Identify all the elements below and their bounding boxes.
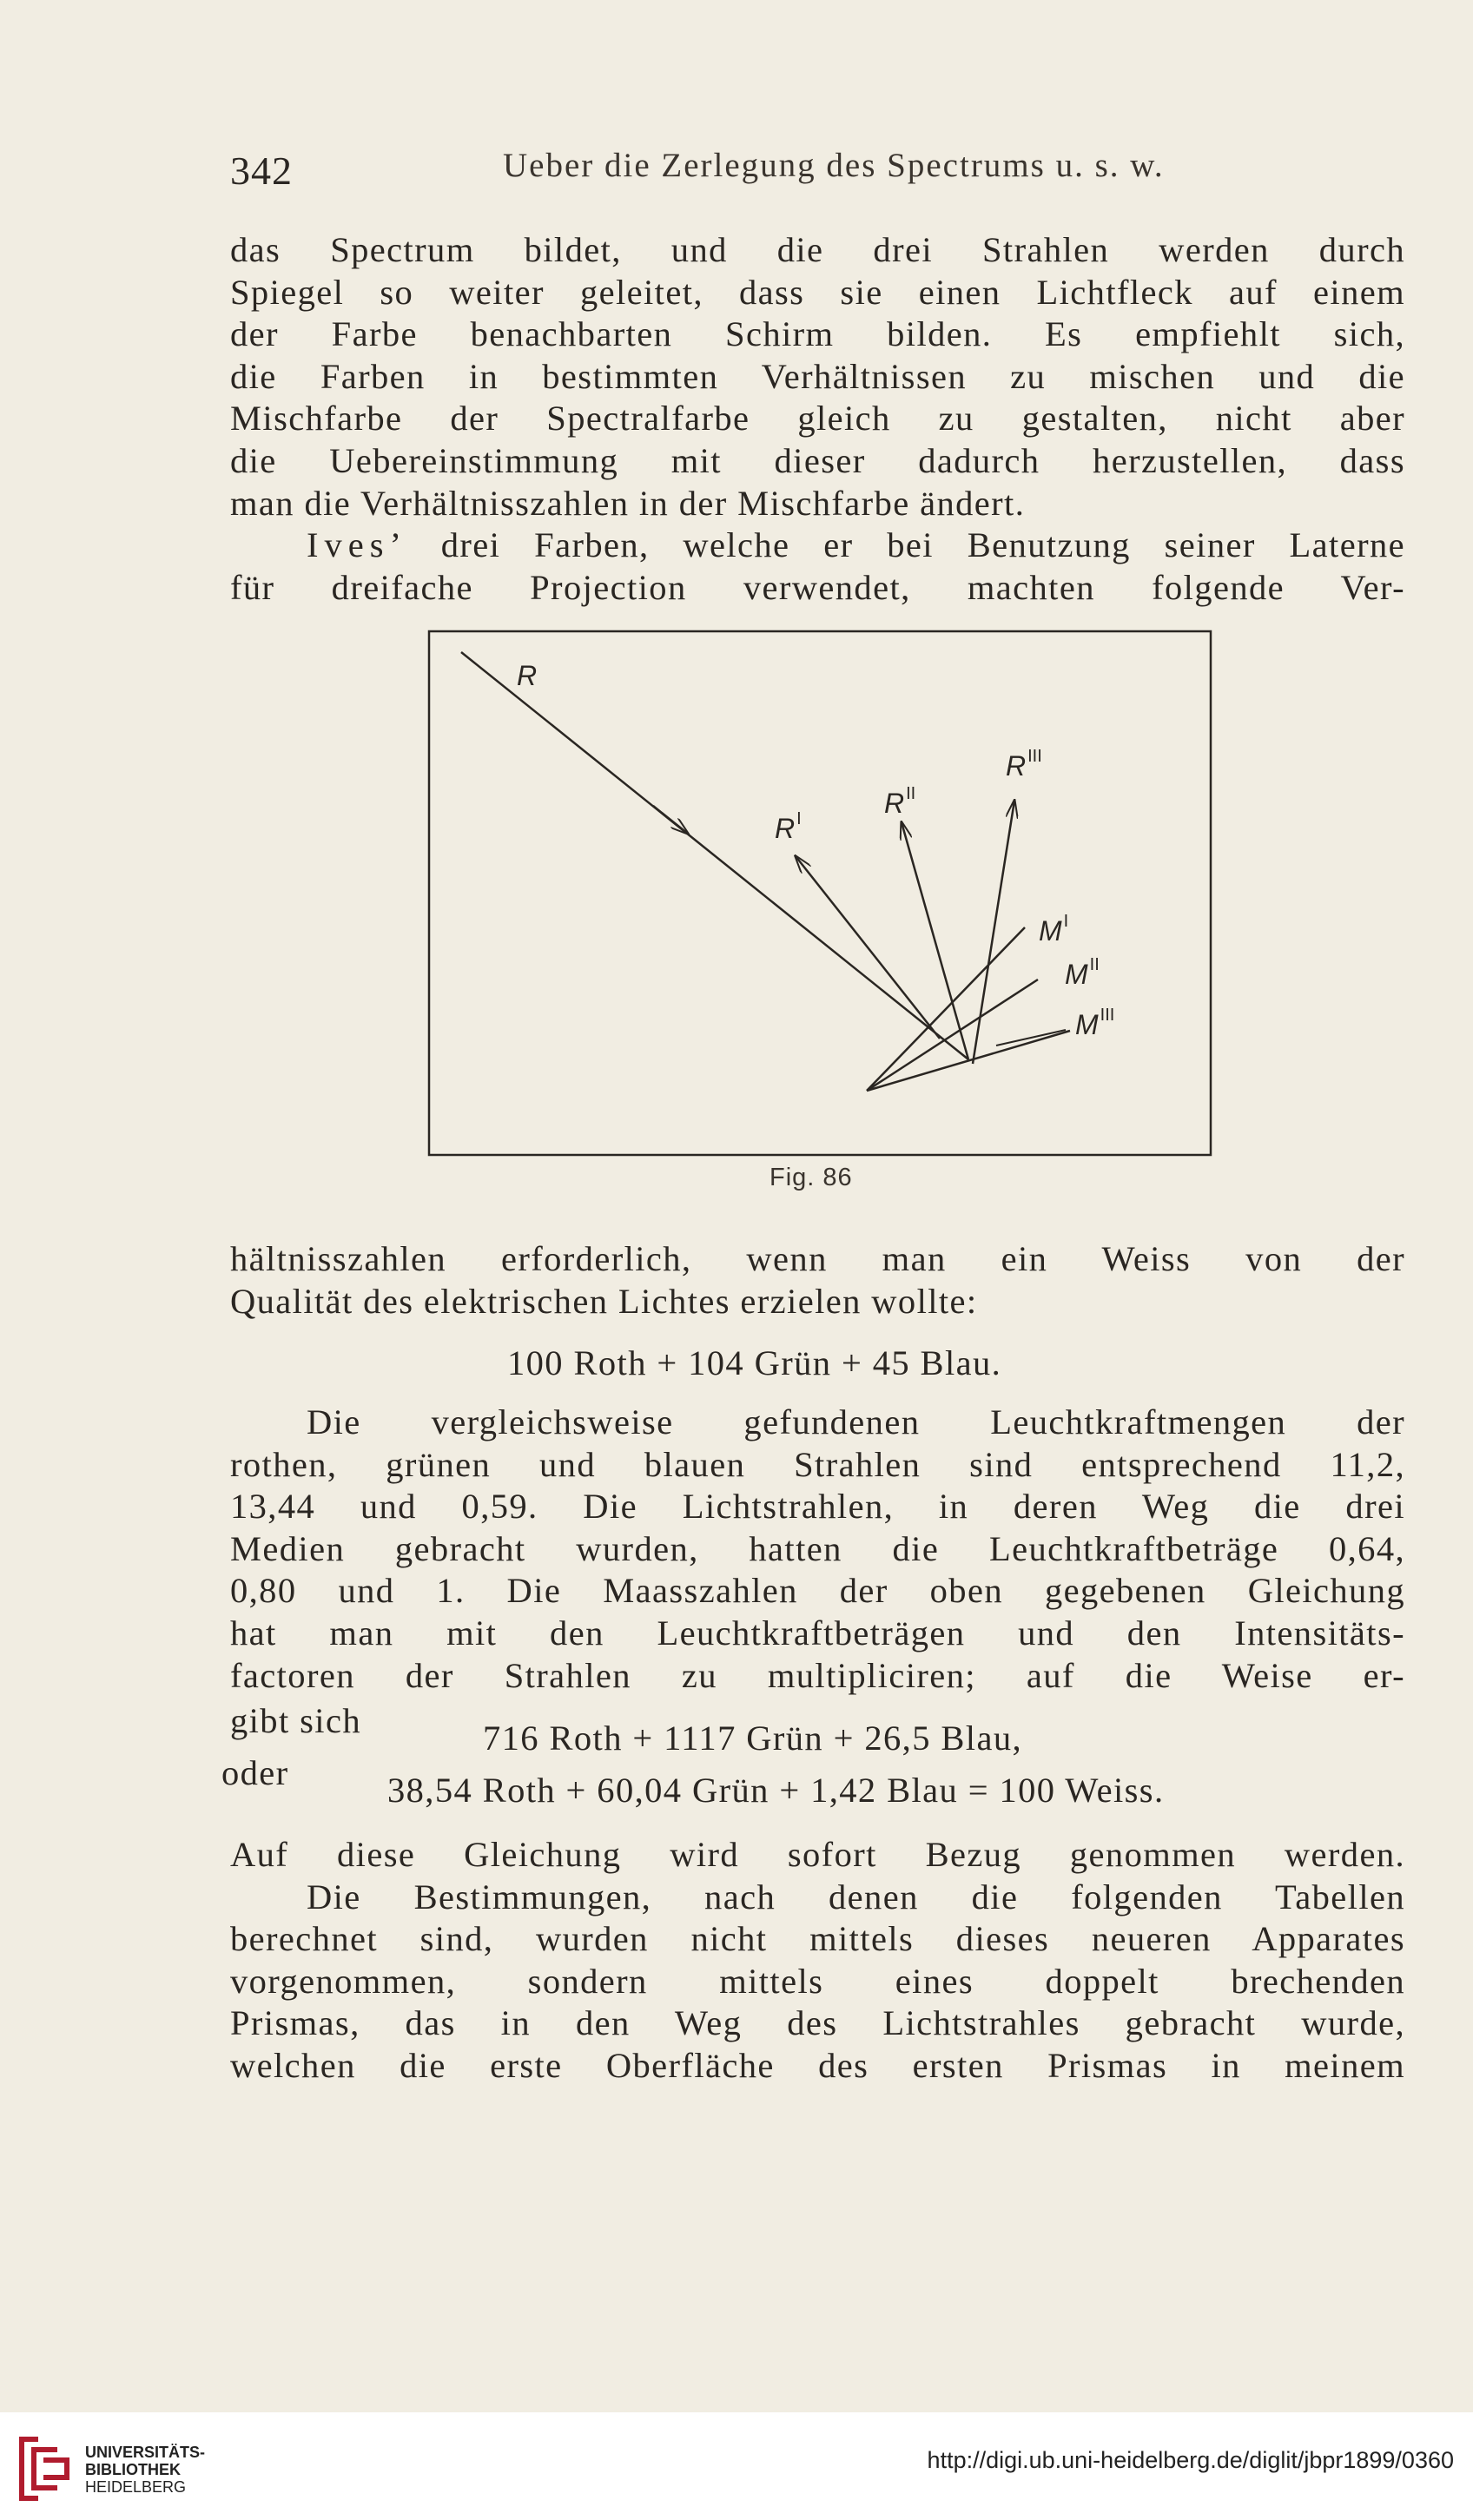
label-m2 (1065, 955, 1100, 991)
reflected-ray-r2 (902, 822, 968, 1059)
library-logo-text (85, 2444, 205, 2496)
text-line: rothen, grünen und blauen Strahlen sind entsprechend 11,2, (230, 1444, 1405, 1484)
text-line: Die Bestimmungen, nach denen die folgenden Tabellen (307, 1877, 1405, 1916)
text-line: Spiegel so weiter geleitet, dass sie einen Lichtfleck auf einem (230, 272, 1405, 312)
label-r1 (775, 809, 802, 845)
text-line: das Spectrum bildet, und die drei Strahlen werden durch (230, 230, 1405, 269)
label-r1-mark: I (796, 809, 802, 828)
text-line: Qualität des elektrischen Lichtes erzielen wollte: (230, 1281, 978, 1321)
equation-2: 716 Roth + 1117 Grün + 26,5 Blau, (483, 1718, 1022, 1758)
ray-diagram (427, 625, 1218, 1164)
library-footer (0, 2412, 1473, 2520)
text-line: der Farbe benachbarten Schirm bilden. Es empfiehlt sich, (230, 314, 1405, 354)
text-line: berechnet sind, wurden nicht mittels dieses neueren Apparates (230, 1919, 1405, 1959)
text-line: für dreifache Projection verwendet, machten folgende Ver- (230, 567, 1405, 607)
label-r3 (1006, 747, 1042, 782)
figure-frame (429, 631, 1211, 1155)
text-line: die Uebereinstimmung mit dieser dadurch herzustellen, dass (230, 440, 1405, 480)
label-m3-mark: III (1100, 1006, 1115, 1025)
text-line: die Farben in bestimmten Verhältnissen zu mischen und die (230, 356, 1405, 396)
text-line: 13,44 und 0,59. Die Lichtstrahlen, in deren Weg die drei (230, 1487, 1405, 1527)
text-gibt-sich: gibt sich (230, 1701, 361, 1740)
label-m1-letter: M (1039, 915, 1062, 947)
mirror-m1 (867, 927, 1025, 1091)
label-m1-mark: I (1063, 912, 1069, 931)
incident-ray-r (461, 652, 968, 1059)
label-r2-letter: R (884, 788, 905, 819)
label-r3-mark: III (1027, 747, 1042, 766)
label-m2-mark: II (1089, 955, 1100, 974)
source-url-link[interactable]: http://digi.ub.uni-heidelberg.de/diglit/jbpr1899/0360 (927, 2447, 1454, 2473)
label-m3-letter: M (1075, 1009, 1099, 1040)
text-line: Medien gebracht wurden, hatten die Leuchtkraftbeträge 0,64, (230, 1528, 1405, 1568)
text-line (230, 524, 1405, 567)
text-line: 0,80 und 1. Die Maasszahlen der oben gegebenen Gleichung (230, 1571, 1405, 1611)
library-logo-icon (12, 2431, 76, 2506)
page-number: 342 (230, 148, 293, 193)
label-r3-letter: R (1006, 750, 1027, 782)
label-r2 (884, 784, 915, 820)
text-line: welchen die erste Oberfläche des ersten Prismas in meinem (230, 2045, 1405, 2085)
text-line: hat man mit den Leuchtkraftbeträgen und den Intensitäts- (230, 1613, 1405, 1653)
paragraph-4 (230, 1834, 1405, 2088)
logo-line: BIBLIOTHEK (85, 2461, 181, 2478)
text-line: Prismas, das in den Weg des Lichtstrahles gebracht wurde, (230, 2003, 1405, 2043)
paragraph-2 (230, 1238, 1405, 1323)
logo-line: UNIVERSITÄTS- (85, 2444, 206, 2461)
label-r1-letter: R (775, 813, 796, 844)
paragraph-1 (230, 229, 1405, 609)
incident-ray-arrow (653, 806, 688, 834)
text-line: man die Verhältnisszahlen in der Mischfarbe ändert. (230, 483, 1026, 523)
label-r: R (517, 660, 538, 691)
text-line: vorgenommen, sondern mittels eines doppelt brechenden (230, 1961, 1405, 2001)
author-name-ives: Ives’ (307, 525, 407, 565)
label-r2-mark: II (906, 784, 916, 803)
text-line: factoren der Strahlen zu multipliciren; auf die Weise er- (230, 1655, 1405, 1695)
text-line: Mischfarbe der Spectralfarbe gleich zu gestalten, nicht aber (230, 399, 1405, 439)
equation-3: 38,54 Roth + 60,04 Grün + 1,42 Blau = 100 Weiss. (387, 1771, 1165, 1810)
reflected-ray-r3 (973, 801, 1014, 1064)
paragraph-3 (230, 1402, 1405, 1697)
page-header (230, 146, 1424, 198)
text-segment: drei Farben, welche er bei Benutzung seiner Laterne (406, 525, 1405, 565)
label-m3 (1075, 1006, 1114, 1041)
equation-1: 100 Roth + 104 Grün + 45 Blau. (507, 1343, 1002, 1382)
text-oder: oder (221, 1753, 289, 1792)
mirror-m2 (867, 980, 1038, 1091)
label-m1 (1039, 912, 1068, 947)
figure-86 (427, 625, 1218, 1164)
logo-line: HEIDELBERG (85, 2478, 187, 2496)
text-line: Die vergleichsweise gefundenen Leuchtkraftmengen der (307, 1402, 1405, 1441)
label-m2-letter: M (1065, 959, 1088, 990)
text-line: Auf diese Gleichung wird sofort Bezug genommen werden. (230, 1835, 1405, 1874)
figure-caption: Fig. 86 (770, 1164, 853, 1191)
running-head: Ueber die Zerlegung des Spectrums u. s. w. (503, 147, 1165, 184)
text-line: hältnisszahlen erforderlich, wenn man ein Weiss von der (230, 1239, 1405, 1278)
